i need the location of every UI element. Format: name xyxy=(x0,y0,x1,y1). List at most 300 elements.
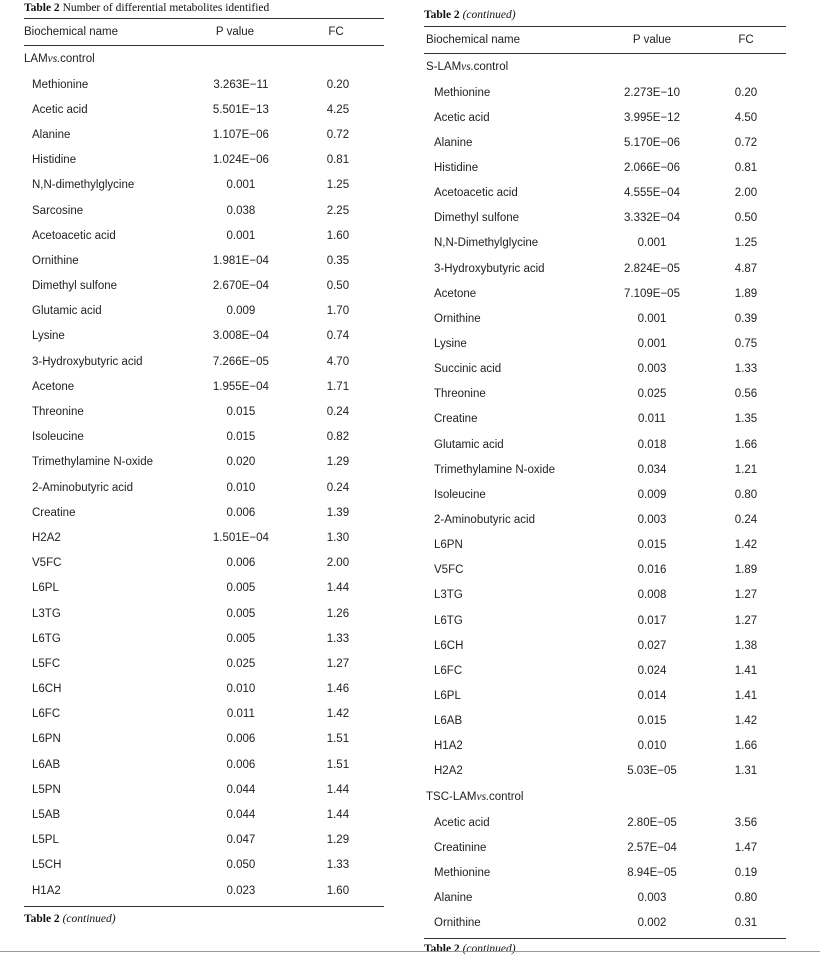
fold-change: 2.00 xyxy=(326,557,350,570)
fold-change: 2.00 xyxy=(734,187,758,200)
fold-change: 1.51 xyxy=(326,758,350,771)
fold-change: 1.38 xyxy=(734,639,758,652)
header-fc: FC xyxy=(328,26,344,38)
table-row xyxy=(24,878,384,903)
metabolite-name: L6FC xyxy=(32,708,61,721)
p-value: 3.263E−11 xyxy=(213,78,269,91)
metabolite-name: Trimethylamine N-oxide xyxy=(32,456,153,469)
footer-note: (continued) xyxy=(62,913,116,926)
p-value: 5.501E−13 xyxy=(212,103,269,116)
p-value: 0.010 xyxy=(226,683,256,696)
p-value: 0.014 xyxy=(637,689,667,702)
footer-caption xyxy=(424,942,786,956)
table-row xyxy=(24,274,384,299)
fold-change: 1.29 xyxy=(326,456,350,469)
metabolite-name: L5FC xyxy=(32,657,61,670)
p-value: 0.008 xyxy=(637,589,667,602)
table-row xyxy=(424,256,786,281)
fold-change: 1.33 xyxy=(326,859,350,872)
fold-change: 1.70 xyxy=(326,305,350,318)
metabolite-name: L6PL xyxy=(32,582,59,595)
fold-change: 1.31 xyxy=(734,765,758,778)
p-value: 0.009 xyxy=(637,488,667,501)
fold-change: 0.80 xyxy=(734,891,758,904)
table-bottom-rule xyxy=(24,906,384,907)
p-value: 0.010 xyxy=(637,740,667,753)
table-row xyxy=(424,432,786,457)
p-value: 0.003 xyxy=(637,363,667,376)
p-value: 3.008E−04 xyxy=(212,330,269,343)
table-row xyxy=(424,231,786,256)
table-row xyxy=(424,633,786,658)
p-value: 2.824E−05 xyxy=(624,262,680,275)
p-value: 0.015 xyxy=(637,539,667,552)
group-prefix: LAM xyxy=(24,53,48,65)
fold-change: 1.27 xyxy=(734,614,758,627)
p-value: 0.005 xyxy=(226,632,256,645)
fold-change: 1.41 xyxy=(734,664,758,677)
fold-change: 0.50 xyxy=(326,280,350,293)
caption-label: Table 2 xyxy=(424,9,460,21)
table-row xyxy=(24,727,384,752)
footer-caption xyxy=(24,912,384,926)
group-suffix: control xyxy=(60,53,95,65)
fold-change: 1.29 xyxy=(326,834,350,847)
fold-change: 0.24 xyxy=(326,406,350,419)
fold-change: 2.25 xyxy=(326,204,350,217)
fold-change: 0.50 xyxy=(734,212,758,225)
table-row xyxy=(424,105,786,130)
table-row xyxy=(424,457,786,482)
table-row xyxy=(24,223,384,248)
metabolite-name: L6TG xyxy=(434,614,463,627)
table-row xyxy=(424,558,786,583)
table-row xyxy=(424,810,786,835)
table-row xyxy=(24,626,384,651)
fold-change: 0.31 xyxy=(734,917,758,930)
p-value: 0.002 xyxy=(637,917,667,930)
metabolite-name: L3TG xyxy=(32,607,61,620)
table-row xyxy=(24,349,384,374)
p-value: 0.006 xyxy=(226,506,256,519)
fold-change: 4.87 xyxy=(734,262,758,275)
table-row xyxy=(424,482,786,507)
p-value: 0.050 xyxy=(226,859,256,872)
table-row xyxy=(24,777,384,802)
p-value: 7.109E−05 xyxy=(624,287,680,300)
metabolite-name: L6PN xyxy=(32,733,61,746)
table-row xyxy=(424,281,786,306)
footer-label: Table 2 xyxy=(424,942,460,955)
caption-title: Number of differential metabolites identified xyxy=(59,2,270,14)
fold-change: 0.56 xyxy=(734,388,758,401)
p-value: 0.006 xyxy=(226,733,256,746)
p-value: 0.011 xyxy=(638,413,666,426)
metabolite-name: Creatine xyxy=(32,506,76,519)
metabolite-name: 3-Hydroxybutyric acid xyxy=(32,355,143,368)
p-value: 0.023 xyxy=(226,884,256,897)
table-row xyxy=(424,860,786,885)
table-row xyxy=(24,374,384,399)
p-value: 2.80E−05 xyxy=(627,816,677,829)
fold-change: 0.39 xyxy=(734,312,758,325)
metabolite-name: Alanine xyxy=(434,136,473,149)
table-row xyxy=(24,752,384,777)
table-row xyxy=(424,533,786,558)
p-value: 0.009 xyxy=(226,305,256,318)
metabolite-name: Isoleucine xyxy=(32,431,84,444)
fold-change: 1.89 xyxy=(734,564,758,577)
metabolite-name: Histidine xyxy=(434,161,479,174)
table-bottom-rule xyxy=(424,938,786,939)
page-bottom-rule xyxy=(0,951,820,952)
table-row xyxy=(24,551,384,576)
p-value: 0.038 xyxy=(226,204,256,217)
fold-change: 1.41 xyxy=(734,689,758,702)
metabolite-name: Acetoacetic acid xyxy=(434,187,518,200)
fold-change: 0.35 xyxy=(326,254,350,267)
group-title xyxy=(24,46,384,72)
fold-change: 0.74 xyxy=(326,330,350,343)
group-suffix: control xyxy=(473,61,509,73)
metabolite-name: L6CH xyxy=(32,683,62,696)
metabolite-name: Glutamic acid xyxy=(434,438,504,451)
p-value: 0.015 xyxy=(637,715,667,728)
metabolite-name: L5PN xyxy=(32,783,61,796)
p-value: 0.025 xyxy=(226,657,256,670)
p-value: 0.005 xyxy=(226,582,256,595)
table-row xyxy=(424,181,786,206)
fold-change: 0.24 xyxy=(734,513,758,526)
caption-label: Table 2 xyxy=(24,2,60,14)
right-table-body xyxy=(424,54,786,936)
p-value: 1.501E−04 xyxy=(212,531,269,544)
metabolite-name: Acetoacetic acid xyxy=(32,229,116,242)
table-row xyxy=(24,198,384,223)
table-row xyxy=(424,407,786,432)
left-table xyxy=(24,0,384,926)
group-vs: vs. xyxy=(461,61,474,73)
p-value: 1.024E−06 xyxy=(212,154,269,167)
table-row xyxy=(24,576,384,601)
metabolite-name: Acetic acid xyxy=(434,816,490,829)
table-row xyxy=(24,853,384,878)
table-row xyxy=(24,651,384,676)
p-value: 1.981E−04 xyxy=(212,254,269,267)
p-value: 0.005 xyxy=(226,607,256,620)
p-value: 2.066E−06 xyxy=(624,161,680,174)
fold-change: 1.42 xyxy=(326,708,350,721)
fold-change: 0.20 xyxy=(326,78,350,91)
group-title xyxy=(424,784,786,810)
table-row xyxy=(424,357,786,382)
metabolite-name: L5CH xyxy=(32,859,62,872)
table-row xyxy=(24,173,384,198)
p-value: 7.266E−05 xyxy=(212,355,269,368)
p-value: 0.017 xyxy=(637,614,667,627)
table-row xyxy=(24,450,384,475)
table-row xyxy=(424,331,786,356)
p-value: 3.995E−12 xyxy=(624,111,680,124)
table-row xyxy=(424,911,786,936)
p-value: 0.018 xyxy=(637,438,667,451)
p-value: 5.170E−06 xyxy=(624,136,680,149)
fold-change: 1.44 xyxy=(326,809,350,822)
p-value: 0.003 xyxy=(637,891,667,904)
metabolite-name: Trimethylamine N-oxide xyxy=(434,463,555,476)
metabolite-name: V5FC xyxy=(434,564,464,577)
table-row xyxy=(424,709,786,734)
fold-change: 1.33 xyxy=(326,632,350,645)
metabolite-name: Sarcosine xyxy=(32,204,84,217)
p-value: 0.001 xyxy=(637,237,667,250)
metabolite-name: Acetone xyxy=(32,380,75,393)
p-value: 1.107E−06 xyxy=(212,128,269,141)
p-value: 0.001 xyxy=(637,312,667,325)
fold-change: 1.27 xyxy=(734,589,758,602)
table-row xyxy=(24,802,384,827)
header-fc: FC xyxy=(738,34,754,46)
p-value: 0.027 xyxy=(637,639,667,652)
group-vs: vs. xyxy=(476,790,489,803)
table-row xyxy=(24,677,384,702)
p-value: 0.024 xyxy=(637,664,667,677)
fold-change: 1.25 xyxy=(326,179,350,192)
group-prefix: TSC-LAM xyxy=(426,790,477,803)
table-caption xyxy=(24,1,384,15)
fold-change: 1.66 xyxy=(734,438,758,451)
fold-change: 1.39 xyxy=(326,506,350,519)
metabolite-name: Methionine xyxy=(32,78,89,91)
p-value: 4.555E−04 xyxy=(624,187,680,200)
fold-change: 1.71 xyxy=(326,380,350,393)
metabolite-name: N,N-Dimethylglycine xyxy=(434,237,539,250)
table-row xyxy=(24,475,384,500)
fold-change: 1.26 xyxy=(326,607,350,620)
fold-change: 1.89 xyxy=(734,287,758,300)
metabolite-name: Lysine xyxy=(32,330,65,343)
metabolite-name: Acetic acid xyxy=(32,103,88,116)
metabolite-name: Glutamic acid xyxy=(32,305,102,318)
metabolite-name: Dimethyl sulfone xyxy=(32,280,118,293)
table-row xyxy=(424,382,786,407)
metabolite-name: H2A2 xyxy=(32,531,61,544)
p-value: 0.047 xyxy=(226,834,256,847)
metabolite-name: Isoleucine xyxy=(434,488,486,501)
fold-change: 1.30 xyxy=(326,531,350,544)
p-value: 0.044 xyxy=(226,809,256,822)
p-value: 0.001 xyxy=(226,179,256,192)
metabolite-name: Methionine xyxy=(434,86,491,99)
caption-note: (continued) xyxy=(462,9,516,21)
metabolite-name: L6FC xyxy=(434,664,463,677)
fold-change: 1.44 xyxy=(326,783,350,796)
table-row xyxy=(24,500,384,525)
fold-change: 1.46 xyxy=(326,683,350,696)
p-value: 0.006 xyxy=(226,758,256,771)
fold-change: 0.19 xyxy=(734,866,758,879)
p-value: 0.010 xyxy=(226,481,256,494)
metabolite-name: 3-Hydroxybutyric acid xyxy=(434,262,545,275)
table-row xyxy=(24,248,384,273)
fold-change: 1.60 xyxy=(326,229,350,242)
metabolite-name: Ornithine xyxy=(434,917,481,930)
table-caption-continued xyxy=(424,8,786,22)
metabolite-name: Dimethyl sulfone xyxy=(434,212,520,225)
fold-change: 4.25 xyxy=(326,103,350,116)
metabolite-name: H2A2 xyxy=(434,765,463,778)
metabolite-name: Creatine xyxy=(434,413,478,426)
table-header xyxy=(424,26,786,54)
p-value: 2.273E−10 xyxy=(624,86,680,99)
group-suffix: control xyxy=(488,790,524,803)
p-value: 5.03E−05 xyxy=(627,765,677,778)
table-row xyxy=(424,583,786,608)
fold-change: 1.60 xyxy=(326,884,350,897)
footer-note: (continued) xyxy=(462,942,516,955)
metabolite-name: Histidine xyxy=(32,154,77,167)
header-name: Biochemical name xyxy=(426,34,520,46)
table-row xyxy=(424,80,786,105)
fold-change: 1.33 xyxy=(734,363,758,376)
p-value: 0.001 xyxy=(637,337,667,350)
metabolite-name: 2-Aminobutyric acid xyxy=(32,481,133,494)
metabolite-name: L6PL xyxy=(434,689,461,702)
metabolite-name: Acetone xyxy=(434,287,477,300)
fold-change: 1.27 xyxy=(326,657,350,670)
metabolite-name: L5PL xyxy=(32,834,59,847)
metabolite-name: L6CH xyxy=(434,639,464,652)
table-row xyxy=(24,601,384,626)
p-value: 0.015 xyxy=(226,431,256,444)
metabolite-name: Methionine xyxy=(434,866,491,879)
table-header xyxy=(24,18,384,46)
p-value: 0.001 xyxy=(226,229,256,242)
metabolite-name: L3TG xyxy=(434,589,463,602)
metabolite-name: Ornithine xyxy=(434,312,481,325)
metabolite-name: Ornithine xyxy=(32,254,79,267)
metabolite-name: L6TG xyxy=(32,632,61,645)
fold-change: 1.44 xyxy=(326,582,350,595)
fold-change: 1.35 xyxy=(734,413,758,426)
fold-change: 4.70 xyxy=(326,355,350,368)
table-row xyxy=(424,306,786,331)
metabolite-name: Threonine xyxy=(434,388,486,401)
table-row xyxy=(424,155,786,180)
p-value: 2.670E−04 xyxy=(212,280,269,293)
left-table-body xyxy=(24,72,384,903)
metabolite-name: N,N-dimethylglycine xyxy=(32,179,135,192)
table-row xyxy=(24,425,384,450)
table-row xyxy=(424,507,786,532)
metabolite-name: L6PN xyxy=(434,539,463,552)
p-value: 0.015 xyxy=(226,406,256,419)
fold-change: 1.42 xyxy=(734,539,758,552)
group-prefix: S-LAM xyxy=(426,61,462,73)
header-name: Biochemical name xyxy=(24,26,118,38)
footer-label: Table 2 xyxy=(24,913,60,926)
metabolite-name: V5FC xyxy=(32,557,62,570)
table-row xyxy=(24,122,384,147)
fold-change: 0.81 xyxy=(326,154,350,167)
fold-change: 0.20 xyxy=(734,86,758,99)
table-row xyxy=(24,828,384,853)
table-row xyxy=(424,683,786,708)
group-title xyxy=(424,54,786,80)
table-row xyxy=(424,885,786,910)
fold-change: 1.25 xyxy=(734,237,758,250)
metabolite-name: 2-Aminobutyric acid xyxy=(434,513,535,526)
p-value: 0.003 xyxy=(637,513,667,526)
table-row xyxy=(424,734,786,759)
fold-change: 0.24 xyxy=(326,481,350,494)
metabolite-name: Threonine xyxy=(32,406,84,419)
fold-change: 4.50 xyxy=(734,111,758,124)
fold-change: 1.42 xyxy=(734,715,758,728)
table-row xyxy=(424,759,786,784)
p-value: 3.332E−04 xyxy=(624,212,680,225)
p-value: 0.011 xyxy=(226,708,255,721)
table-row xyxy=(424,608,786,633)
group-vs: vs. xyxy=(47,53,61,65)
metabolite-name: Acetic acid xyxy=(434,111,490,124)
table-row xyxy=(424,206,786,231)
table-row xyxy=(24,148,384,173)
table-row xyxy=(24,399,384,424)
p-value: 0.016 xyxy=(637,564,667,577)
metabolite-name: Alanine xyxy=(32,128,71,141)
fold-change: 0.72 xyxy=(734,136,758,149)
fold-change: 1.66 xyxy=(734,740,758,753)
header-p-value: P value xyxy=(215,26,255,38)
table-row xyxy=(24,72,384,97)
p-value: 0.025 xyxy=(637,388,667,401)
p-value: 0.034 xyxy=(637,463,667,476)
metabolite-name: L6AB xyxy=(434,715,463,728)
metabolite-name: H1A2 xyxy=(32,884,61,897)
fold-change: 1.51 xyxy=(326,733,350,746)
fold-change: 0.75 xyxy=(734,337,758,350)
fold-change: 1.47 xyxy=(734,841,758,854)
right-table xyxy=(424,0,786,956)
table-row xyxy=(24,324,384,349)
fold-change: 1.21 xyxy=(734,463,758,476)
p-value: 0.020 xyxy=(226,456,256,469)
table-row xyxy=(424,130,786,155)
metabolite-name: L6AB xyxy=(32,758,61,771)
table-row xyxy=(24,525,384,550)
table-row xyxy=(24,97,384,122)
metabolite-name: Creatinine xyxy=(434,841,487,854)
fold-change: 0.81 xyxy=(734,161,758,174)
p-value: 8.94E−05 xyxy=(627,866,677,879)
fold-change: 0.80 xyxy=(734,488,758,501)
fold-change: 3.56 xyxy=(734,816,758,829)
metabolite-name: Succinic acid xyxy=(434,363,502,376)
fold-change: 0.82 xyxy=(326,431,350,444)
metabolite-name: Lysine xyxy=(434,337,467,350)
metabolite-name: Alanine xyxy=(434,891,473,904)
header-p-value: P value xyxy=(632,34,672,46)
fold-change: 0.72 xyxy=(326,128,350,141)
p-value: 2.57E−04 xyxy=(627,841,677,854)
p-value: 0.006 xyxy=(226,557,256,570)
table-row xyxy=(24,299,384,324)
table-row xyxy=(24,702,384,727)
metabolite-name: L5AB xyxy=(32,809,61,822)
p-value: 0.044 xyxy=(226,783,256,796)
p-value: 1.955E−04 xyxy=(212,380,269,393)
